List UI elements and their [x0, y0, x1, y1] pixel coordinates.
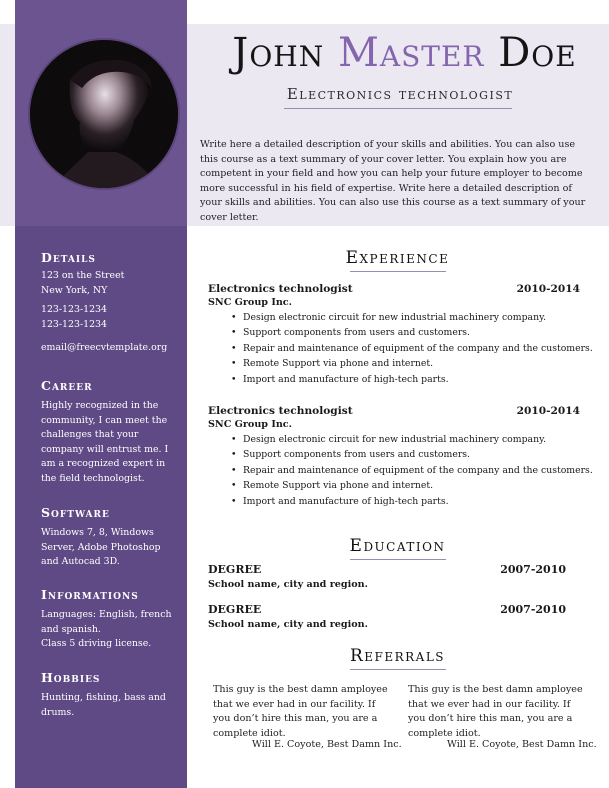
job-duty: • Repair and maintenance of equipment of the company and the customers. [243, 341, 580, 356]
job-entry [208, 283, 593, 387]
details-heading: Details [41, 250, 96, 265]
job-duties-list [208, 310, 593, 387]
education-divider [350, 559, 446, 560]
software-heading: Software [41, 505, 110, 520]
job-duty: • Import and manufacture of high-tech parts. [243, 494, 580, 509]
profile-photo-image [30, 40, 178, 188]
referral-signature: Will E. Coyote, Best Damn Inc. [252, 739, 402, 750]
candidate-name [200, 30, 609, 76]
degree-name: DEGREE [208, 603, 262, 616]
phone-2: 123-123-1234 [41, 318, 107, 330]
job-duties-list [208, 432, 593, 509]
job-title-divider [284, 108, 512, 109]
job-title-text: Electronics technologist [208, 283, 353, 295]
hobbies-text: Hunting, fishing, bass and drums. [41, 692, 166, 718]
middle-name: Master [337, 30, 485, 76]
referral-quote: This guy is the best damn amployee that we ever had in our facility. If you don’t hire this man, you are a complete idiot. [408, 684, 583, 739]
career-heading: Career [41, 378, 93, 393]
degree-years: 2007-2010 [500, 563, 566, 576]
education-heading: Education [349, 536, 446, 556]
details-section [41, 250, 181, 356]
job-title: Electronics technologist [286, 85, 514, 103]
referral-signature: Will E. Coyote, Best Damn Inc. [447, 739, 597, 750]
languages-text: Languages: English, french and spanish. [41, 609, 172, 635]
company-name: SNC Group Inc. [208, 297, 292, 308]
last-name: Doe [498, 30, 577, 76]
degree-name: DEGREE [208, 563, 262, 576]
phone-1: 123-123-1234 [41, 304, 107, 316]
job-duty: • Repair and maintenance of equipment of the company and the customers. [243, 463, 580, 478]
job-duty: • Design electronic circuit for new industrial machinery company. [243, 432, 580, 447]
software-text: Windows 7, 8, Windows Server, Adobe Photoshop and Autocad 3D. [41, 527, 161, 568]
education-entry [208, 563, 566, 590]
job-years: 2010-2014 [516, 283, 580, 295]
job-duty: • Design electronic circuit for new industrial machinery company. [243, 310, 580, 325]
informations-section [41, 587, 181, 652]
company-name: SNC Group Inc. [208, 419, 292, 430]
software-section [41, 505, 181, 570]
informations-heading: Informations [41, 587, 139, 602]
referrals-divider [350, 669, 446, 670]
job-title-text: Electronics technologist [208, 405, 353, 417]
job-duty: • Support components from users and customers. [243, 325, 580, 340]
degree-years: 2007-2010 [500, 603, 566, 616]
summary-text: Write here a detailed description of your skills and abilities. You can also use this course as a text summary of your cover letter. You explain how you are competent in your field and how you can help your future employer to become more successful in his field of expertise. Write here a detailed description of your skills and abilities. You can also use this course as a text summary of your cover letter. [200, 139, 586, 223]
referral-quote: This guy is the best damn amployee that we ever had in our facility. If you don’t hire this man, you are a complete idiot. [213, 684, 388, 739]
job-duty: • Remote Support via phone and internet. [243, 356, 580, 371]
job-duty: • Support components from users and customers. [243, 447, 580, 462]
experience-heading: Experience [345, 248, 450, 268]
job-duty: • Remote Support via phone and internet. [243, 478, 580, 493]
school-name: School name, city and region. [208, 619, 368, 630]
profile-photo [28, 38, 180, 190]
hobbies-section [41, 670, 181, 720]
license-text: Class 5 driving license. [41, 638, 152, 650]
address-line1: 123 on the Street [41, 270, 125, 281]
experience-divider [350, 271, 446, 272]
job-years: 2010-2014 [516, 405, 580, 417]
job-duty: • Import and manufacture of high-tech parts. [243, 372, 580, 387]
career-text: Highly recognized in the community, I can meet the challenges that your company will entrust me. I am a recognized expert in the field technologist. [41, 400, 169, 484]
address-line2: New York, NY [41, 284, 108, 296]
school-name: School name, city and region. [208, 579, 368, 590]
hobbies-heading: Hobbies [41, 670, 101, 685]
job-entry [208, 405, 593, 509]
referrals-heading: Referrals [349, 646, 446, 666]
education-entry [208, 603, 566, 630]
career-section [41, 378, 181, 487]
first-name: John [232, 30, 325, 76]
email-address: email@freecvtemplate.org [41, 342, 168, 354]
